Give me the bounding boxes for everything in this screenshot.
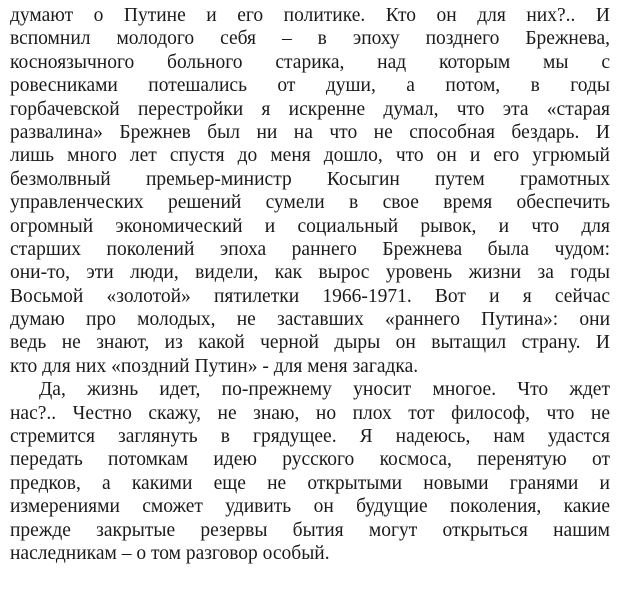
paragraph-1 bbox=[10, 4, 610, 378]
text-line: ровесниками потешались от души, а потом, в годы bbox=[10, 75, 610, 97]
text-line: думают о Путине и его политике. Кто он для них?.. И bbox=[10, 5, 610, 26]
text-line: думаю про молодых, не заставших «раннего Путина»: они bbox=[10, 309, 610, 331]
text-line: Да, жизнь идет, по-прежнему уносит многое. Что ждет bbox=[39, 379, 610, 401]
text-line: измерениями сможет удивить он будущие поколения, какие bbox=[10, 496, 610, 518]
paragraph-2 bbox=[10, 378, 610, 565]
text-line: Восьмой «золотой» пятилетки 1966-1971. Вот и я сейчас bbox=[10, 285, 610, 307]
text-line: ведь не знают, из какой черной дыры он вытащил страну. И bbox=[10, 332, 610, 354]
text-line: старших поколений эпоха раннего Брежнева была чудом: bbox=[10, 238, 610, 260]
text-line: предков, а какими еще не открытыми новыми гранями и bbox=[10, 472, 610, 494]
text-line: прежде закрытые резервы бытия могут открыться нашим bbox=[10, 519, 610, 541]
text-line: вспомнил молодого себя – в эпоху позднего Брежнева, bbox=[10, 28, 610, 50]
text-line: управленческих решений сумели в свое время обеспечить bbox=[10, 192, 610, 214]
text-line: развалина» Брежнев был ни на что не способная бездарь. И bbox=[10, 121, 610, 143]
text-line: огромный экономический и социальный рывок, и что для bbox=[10, 215, 610, 237]
text-line: наследникам – о том разговор особый. bbox=[10, 542, 330, 564]
text-line: лишь много лет спустя до меня дошло, что он и его угрюмый bbox=[10, 145, 610, 167]
text-line: стремится заглянуть в грядущее. Я надеюсь, нам удастся bbox=[10, 426, 610, 448]
text-line: косноязычного больного старика, над которым мы с bbox=[10, 51, 610, 73]
text-line: кто для них «поздний Путин» - для меня загадка. bbox=[10, 355, 419, 377]
text-line: они-то, эти люди, видели, как вырос уровень жизни за годы bbox=[10, 262, 610, 284]
text-line: безмолвный премьер-министр Косыгин путем грамотных bbox=[10, 168, 610, 190]
text-line: нас?.. Честно скажу, не знаю, но плох тот философ, что не bbox=[10, 402, 610, 424]
text-line: передать потомкам идею русского космоса, перенятую от bbox=[10, 449, 610, 471]
text-line: горбачевской перестройки я искренне думал, что эта «старая bbox=[10, 98, 610, 120]
